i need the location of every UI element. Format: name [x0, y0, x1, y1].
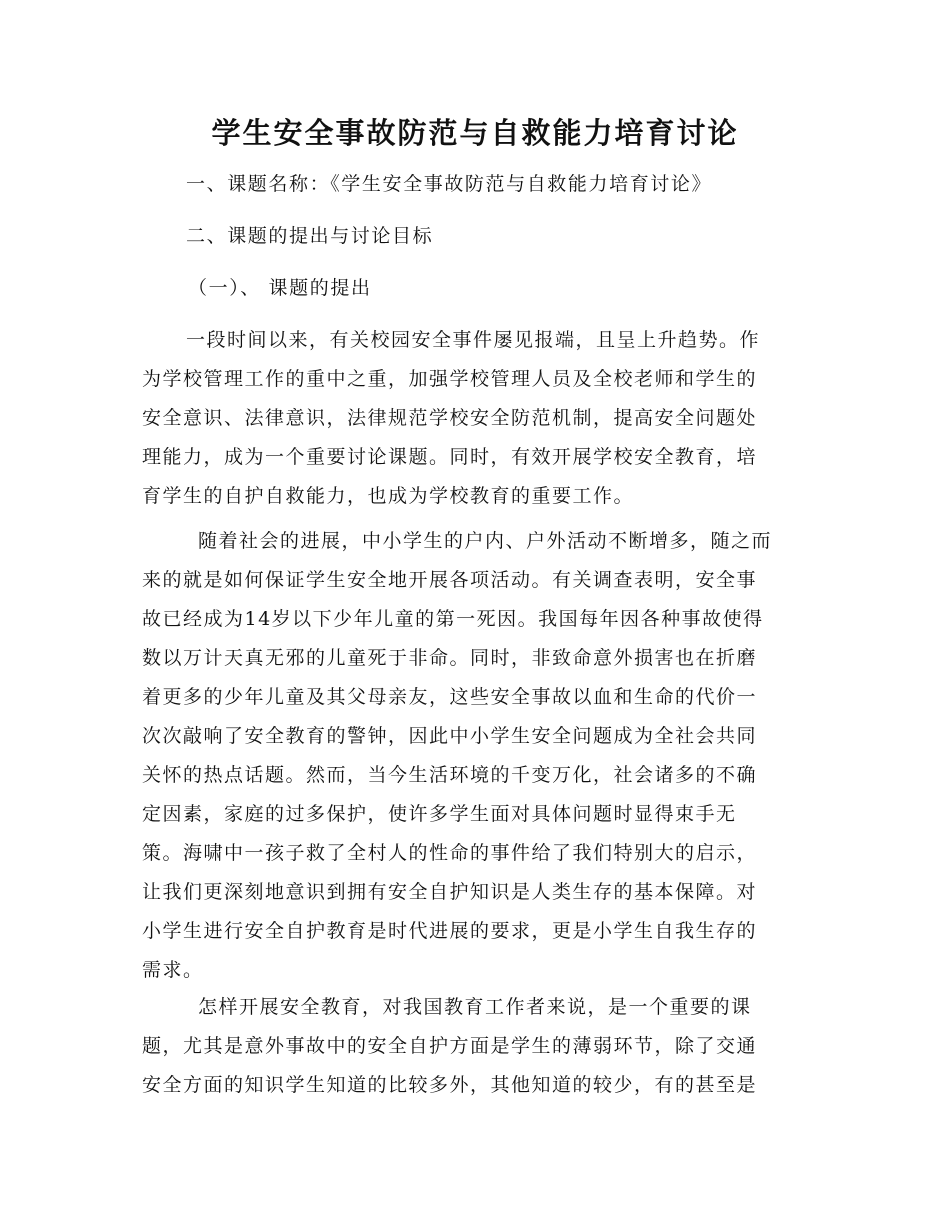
- paragraph-line: 次次敲响了安全教育的警钟，因此中小学生安全问题成为全社会共同: [142, 725, 758, 747]
- paragraph-3: [142, 988, 807, 1105]
- paragraph-line: 一段时间以来，有关校园安全事件屡见报端，且呈上升趋势。作: [186, 329, 761, 351]
- paragraph-1: [142, 321, 807, 516]
- paragraph-line: 定因素，家庭的过多保护，使许多学生面对具体问题时显得束手无: [142, 803, 737, 825]
- document-title: 学生安全事故防范与自救能力培育讨论: [211, 116, 739, 150]
- paragraph-line: 怎样开展安全教育，对我国教育工作者来说，是一个重要的课: [198, 996, 752, 1018]
- paragraph-line: 策。海啸中一孩子救了全村人的性命的事件给了我们特别大的启示，: [142, 842, 758, 864]
- paragraph-line: 安全意识、法律意识，法律规范学校安全防范机制，提高安全问题处: [142, 407, 758, 429]
- paragraph-line: 关怀的热点话题。然而，当今生活环境的千变万化，社会诸多的不确: [142, 764, 758, 786]
- paragraph-line: 安全方面的知识学生知道的比较多外，其他知道的较少，有的甚至是: [142, 1074, 758, 1096]
- paragraph-line: 为学校管理工作的重中之重，加强学校管理人员及全校老师和学生的: [142, 368, 758, 390]
- paragraph-line: 理能力，成为一个重要讨论课题。同时，有效开展学校安全教育，培: [142, 446, 758, 468]
- paragraph-line: 故已经成为14岁以下少年儿童的第一死因。我国每年因各种事故使得: [142, 608, 764, 630]
- paragraph-2: [142, 522, 807, 990]
- paragraph-line: 需求。: [142, 959, 204, 981]
- subsection-heading-proposal: （一）、 课题的提出: [188, 277, 372, 299]
- paragraph-line: 育学生的自护自救能力，也成为学校教育的重要工作。: [142, 485, 635, 507]
- paragraph-line: 题，尤其是意外事故中的安全自护方面是学生的薄弱环节，除了交通: [142, 1035, 758, 1057]
- paragraph-line: 小学生进行安全自护教育是时代进展的要求，更是小学生自我生存的: [142, 920, 758, 942]
- paragraph-line: 随着社会的进展，中小学生的户内、户外活动不断增多，随之而: [198, 530, 773, 552]
- paragraph-line: 让我们更深刻地意识到拥有安全自护知识是人类生存的基本保障。对: [142, 881, 758, 903]
- section-heading-topic-name: 一、课题名称：《学生安全事故防范与自救能力培育讨论》: [186, 173, 713, 195]
- paragraph-line: 数以万计天真无邪的儿童死于非命。同时，非致命意外损害也在折磨: [142, 647, 758, 669]
- paragraph-line: 来的就是如何保证学生安全地开展各项活动。有关调查表明，安全事: [142, 569, 758, 591]
- section-heading-proposal-goals: 二、课题的提出与讨论目标: [186, 225, 434, 247]
- paragraph-line: 着更多的少年儿童及其父母亲友，这些安全事故以血和生命的代价一: [142, 686, 758, 708]
